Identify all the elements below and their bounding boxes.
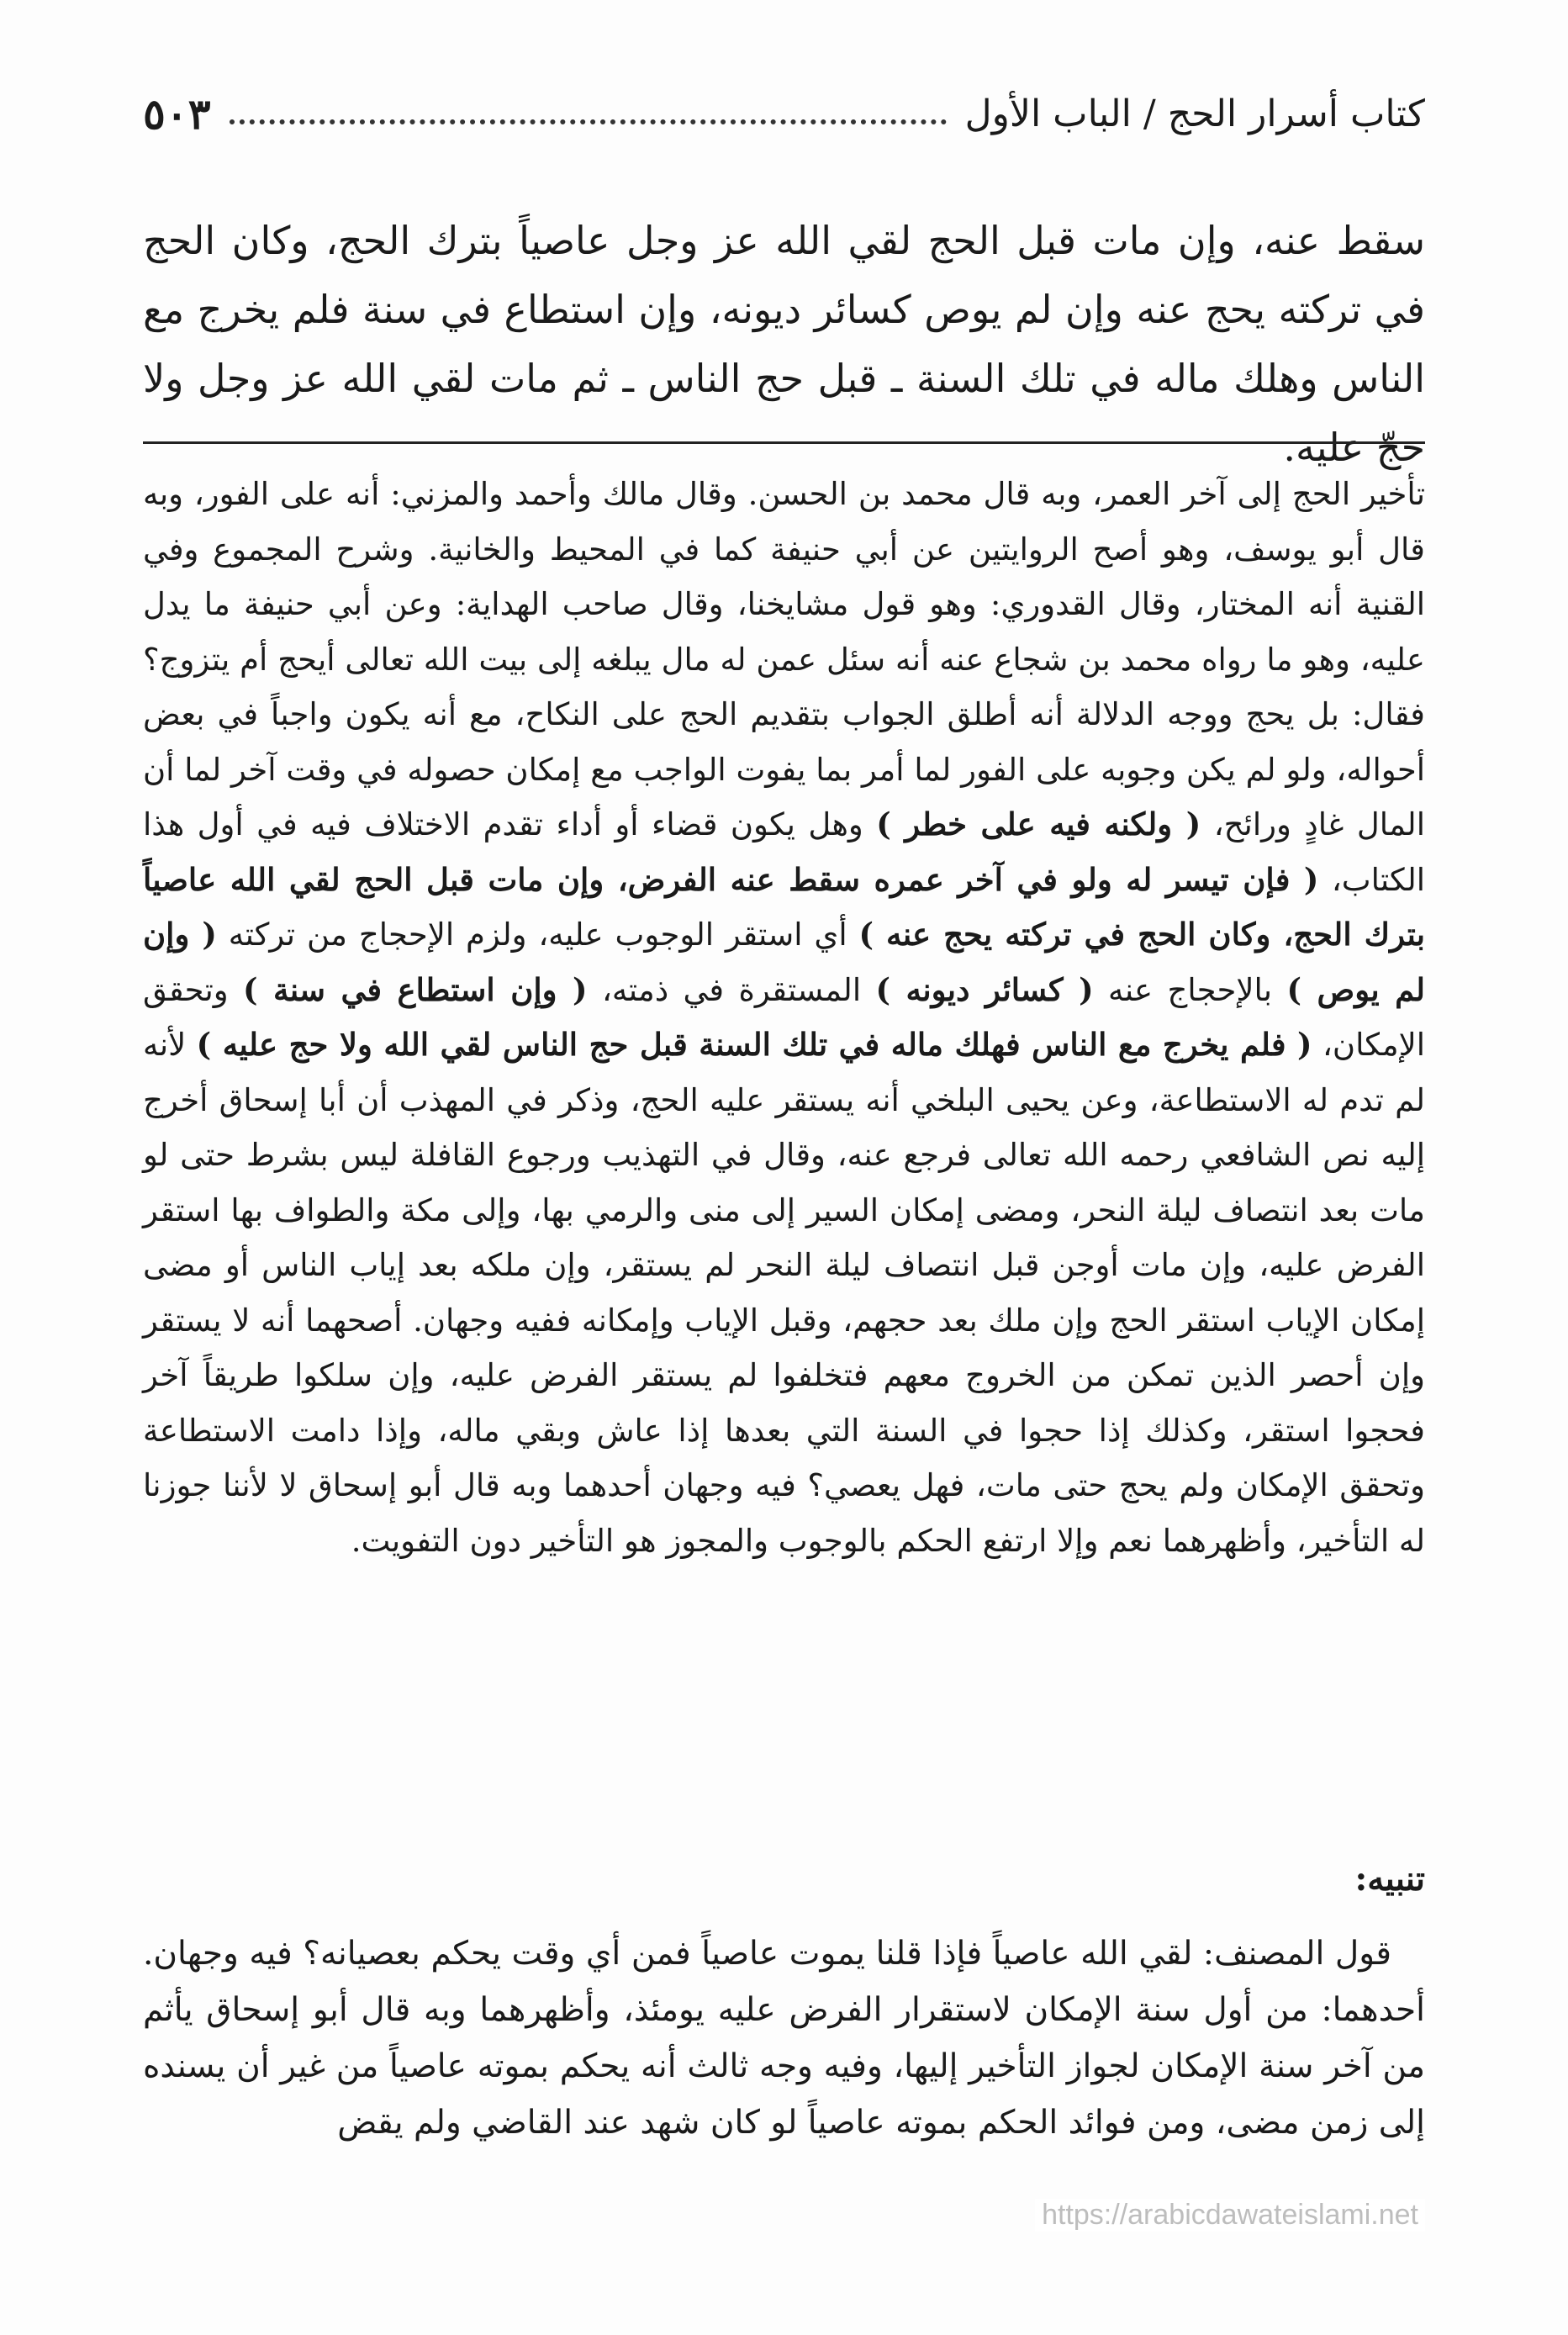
quoted-text: ( فإن تيسر له ولو في آخر عمره سقط عنه الفرض، وإن مات قبل الحج لقي الله عاصياً بترك الحج، وكان الحج في تركته يحج عنه ) <box>143 860 1425 953</box>
dotted-leader <box>230 119 947 124</box>
commentary-text: وتحقق الإمكان، <box>143 971 1425 1063</box>
commentary-paragraph <box>143 467 1425 1568</box>
main-text <box>143 206 1425 482</box>
tanbih-paragraph: قول المصنف: لقي الله عاصياً فإذا قلنا يموت عاصياً فمن أي وقت يحكم بعصيانه؟ فيه وجهان. أحدهما: من أول سنة الإمكان لاستقرار الفرض عليه يومئذ، وأظهرهما وبه قال أبو إسحاق يأثم من آخر سنة الإمكان لجواز التأخير إليها، وفيه وجه ثالث أنه يحكم بموته عاصياً من غير أن يسنده إلى زمن مضى، ومن فوائد الحكم بموته عاصياً لو كان شهد عند القاضي ولم يقض <box>143 1935 1425 2142</box>
watermark-url: https://arabicdawateislami.net <box>1035 2199 1425 2232</box>
commentary <box>143 467 1425 1568</box>
tanbih-heading: تنبيه: <box>1354 1859 1425 1899</box>
commentary-text: المستقرة في ذمته، <box>601 971 862 1008</box>
quoted-text: ( وإن لم يوص ) <box>143 916 1426 1008</box>
page-number: ٥٠٣ <box>143 88 211 139</box>
quoted-text: ( فلم يخرج مع الناس فهلك ماله في تلك السنة قبل حج الناس لقي الله ولا حج عليه ) <box>196 1026 1312 1063</box>
divider-line <box>143 441 1425 444</box>
quoted-text: ( وإن استطاع في سنة ) <box>243 970 588 1008</box>
quoted-text: ( كسائر ديونه ) <box>875 970 1094 1008</box>
commentary-text: وهل يكون قضاء أو أداء تقدم الاختلاف فيه في أول هذا الكتاب، <box>143 806 1426 898</box>
commentary-text: أي استقر الوجوب عليه، ولزم الإحجاج من تركته <box>228 917 847 953</box>
commentary-text: تأخير الحج إلى آخر العمر، وبه قال محمد بن الحسن. وقال مالك وأحمد والمزني: أنه على الفور، وبه قال أبو يوسف، وهو أصح الروايتين عن أبي حنيفة كما في المحيط والخانية. وشرح المجموع وفي القنية أنه المختار، وقال القدوري: وهو قول مشايخنا، وقال صاحب الهداية: وعن أبي حنيفة ما يدل عليه، وهو ما رواه محمد بن شجاع عنه أنه سئل عمن له مال يبلغه إلى بيت الله تعالى أيحج أم يتزوج؟ فقال: بل يحج ووجه الدلالة أنه أطلق الجواب بتقديم الحج على النكاح، مع أنه يكون واجباً في بعض أحواله، ولو لم يكن وجوبه على الفور لما أمر بما يفوت الواجب مع إمكان حصوله في وقت آخر لما أن المال غادٍ ورائح، <box>143 476 1425 843</box>
running-title: كتاب أسرار الحج / الباب الأول <box>964 92 1425 135</box>
commentary-text: لأنه لم تدم له الاستطاعة، وعن يحيى البلخي أنه يستقر عليه الحج، وذكر في المهذب أن أبا إسحاق أخرج إليه نص الشافعي رحمه الله تعالى فرجع عنه، وقال في التهذيب ورجوع القافلة ليس بشرط حتى لو مات بعد انتصاف ليلة النحر، ومضى إمكان السير إلى منى والرمي بها، وإلى مكة والطواف بها استقر الفرض عليه، وإن مات أوجن قبل انتصاف ليلة النحر لم يستقر، وإن ملكه بعد إياب الناس أو مضى إمكان الإياب استقر الحج وإن ملك بعد حجهم، وقبل الإياب وإمكانه ففيه وجهان. أصحهما أنه لا يستقر وإن أحصر الذين تمكن من الخروج معهم فتخلفوا لم يستقر الفرض عليه، وإن سلكوا طريقاً آخر فحجوا استقر، وكذلك إذا حجوا في السنة التي بعدها إذا عاش وبقي ماله، وإذا دامت الاستطاعة وتحقق الإمكان ولم يحج حتى مات، فهل يعصي؟ فيه وجهان أحدهما وبه قال أبو إسحاق لا لأننا جوزنا له التأخير، وأظهرهما نعم وإلا ارتفع الحكم بالوجوب والمجوز هو التأخير دون التفويت. <box>143 1027 1425 1559</box>
running-header <box>143 84 1425 143</box>
tanbih-section <box>143 1926 1425 2151</box>
quoted-text: ( ولكنه فيه على خطر ) <box>876 806 1201 843</box>
commentary-text: بالإحجاج عنه <box>1108 971 1273 1008</box>
main-text-paragraph: سقط عنه، وإن مات قبل الحج لقي الله عز وجل عاصياً بترك الحج، وكان الحج في تركته يحج عنه وإن لم يوص كسائر ديونه، وإن استطاع في سنة فلم يخرج مع الناس وهلك ماله في تلك السنة ـ قبل حج الناس ـ ثم مات لقي الله عز وجل ولا حجّ عليه. <box>143 218 1425 470</box>
